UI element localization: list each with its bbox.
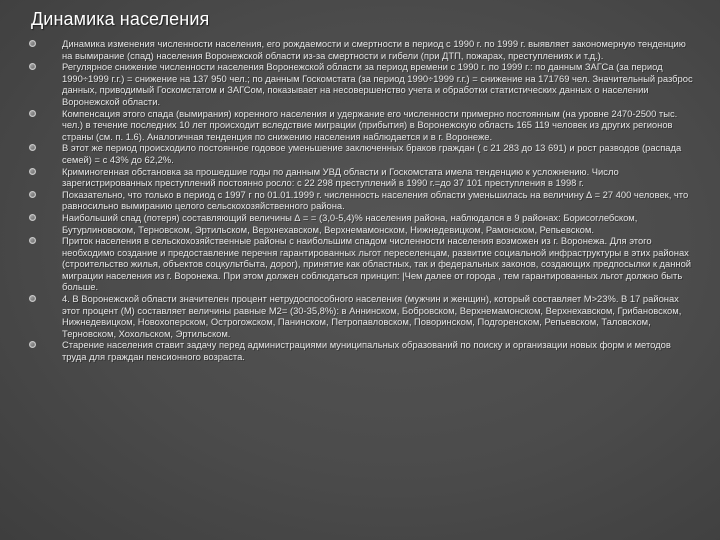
bullet-circle-icon [29,237,36,244]
bullet-text: Динамика изменения численности населения, его рождаемости и смертности в период с 1990 г. по 1999 г. выявляет закономерную тенденцию на вымирание (спад) населения Воронежской области из-за смертности и гибели (при ДТП, пожарах, преступлениях и т.д.). [62,38,686,61]
bullet-item [29,212,693,235]
bullet-item [29,142,693,165]
bullet-circle-icon [29,144,36,151]
bullet-text: Компенсация этого спада (вымирания) коренного населения и удержание его численности примерно постоянным (на уровне 2470-2500 тыс. чел.) в течение последних 10 лет происходит вследствие миграции (прибытия) в Воронежскую область 165 119 человек из других регионов страны (см. п. 1.6). Аналогичная тенденция по снижению населения наблюдается и в г. Воронеже. [62,107,678,142]
bullet-circle-icon [29,295,36,302]
bullet-circle-icon [29,214,36,221]
bullet-text: Наибольший спад (потеря) составляющий величины ∆ = = (3,0-5,4)% населения района, наблюдался в 9 районах: Борисоглебском, Бутурлиновском, Терновском, Эртильском, Верхнехавском, Верхнемамонском, Нижнедевицком, Рамонском, Репьевском. [62,211,638,235]
bullet-list [29,38,693,363]
bullet-text: Старение населения ставит задачу перед администрациями муниципальных образований по поиску и организации новых форм и методов труда для граждан пенсионного возраста. [62,339,671,363]
bullet-item [29,339,693,362]
bullet-item [29,189,693,212]
bullet-circle-icon [29,63,36,70]
bullet-text: Показательно, что только в период с 1997 г по 01.01.1999 г. численность населения области уменьшилась на величину ∆ = 27 400 человек, что равносильно вымиранию целого сельскохозяйственного района. [62,188,689,212]
bullet-item [29,61,693,107]
bullet-text: 4. В Воронежской области значителен процент нетрудоспособного населения (мужчин и женщин), который составляет М>23%. В 17 районах этот процент (М) составляет величины равные М2= (30-35,8%): в Аннинском, Бобровском, Верхнемамонском, Верхнехавском, Грибановском, Нижнедевицком, Новохоперском, Острогожском, Панинском, Петропавловском, Поворинском, Подгоренском, Репьевском, Таловском, Терновском, Хохольском, Эртильском. [62,293,682,339]
bullet-text: Приток населения в сельскохозяйственные районы с наибольшим спадом численности населения возможен из г. Воронежа. Для этого необходимо создание и предоставление перечня гарантированных льгот переселенцам, развитие социальной инфраструктуры в этих районах (строительство жилья, объектов соцкультбыта, дорог), принятие как областных, так и федеральных законов, создающих предпосылки к данной миграции населения из г. Воронежа. При этом должен соблюдаться принцип: |Чем далее от города , тем гарантированных льгот должно быть больше. [62,235,692,293]
bullet-item [29,108,693,143]
slide-title: Динамика населения [31,9,210,29]
bullet-circle-icon [29,110,36,117]
bullet-text: Криминогенная обстановка за прошедшие годы по данным УВД области и Госкомстата имела тенденцию к усложнению. Число зарегистрированных преступлений постоянно росло: с 22 298 преступлений в 1990 г.=до 37 101 преступления в 1998 г. [62,165,619,189]
bullet-circle-icon [29,168,36,175]
bullet-item [29,38,693,61]
bullet-text: В этот же период происходило постоянное годовое уменьшение заключенных браков граждан ( с 21 283 до 13 691) и рост разводов (распада семей) = с 43% до 62,2%. [62,142,682,165]
bullet-item [29,293,693,339]
bullet-item [29,166,693,189]
bullet-item [29,235,693,293]
bullet-circle-icon [29,341,36,348]
bullet-circle-icon [29,191,36,198]
bullet-text: Регулярное снижение численности населения Воронежской области за период времени с 1990 г. по 1999 г.: по данным ЗАГСа (за период 1990÷1999 г.г.) = снижение на 137 950 чел.; по данным Госкомстата (за период 1990÷1999 г.г.) = снижение на 171769 чел. Значительный разброс данных, приводимый Госкомстатом и ЗАГСом, показывает на несовершенство учета и обработки статистических данных о населении Воронежской области. [62,61,693,107]
bullet-circle-icon [29,40,36,47]
